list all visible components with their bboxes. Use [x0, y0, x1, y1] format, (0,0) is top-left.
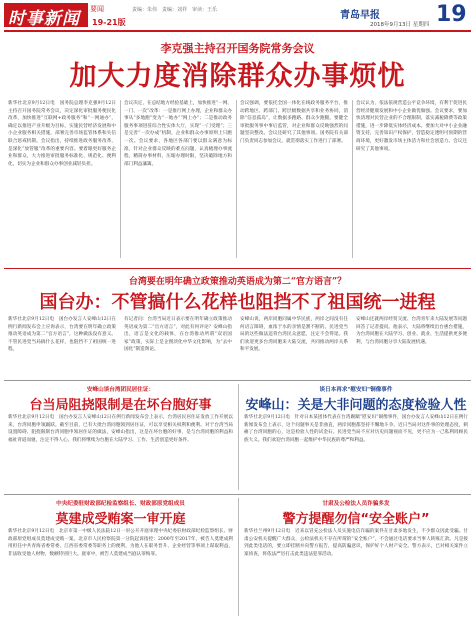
section-rule [4, 380, 471, 381]
right-sub-headline: 安峰山：关是大非问题的态度检验人性 [245, 398, 467, 413]
newspaper-logo: 青岛早报 [340, 10, 380, 21]
second-column-3: 安峰山说，两岸同胞同属中华民族，两岸之间没有任何语言障碍，血浓于水的亲情是割不断的。民进党当局的这些做法违背台湾民众意愿，注定不会得逞。我们欢迎更多台湾同胞来大陆交流，共同推动两岸关系和平发展。 [240, 317, 348, 353]
column-divider [238, 498, 239, 616]
section-logo: 时事新闻 [8, 9, 80, 29]
left-sub-kicker: 安峰山谈台湾团民居住证： [86, 387, 155, 393]
masthead [0, 0, 475, 30]
column-divider [236, 100, 237, 258]
second-column-4: 安峰山还就两岸经贸交流、台湾青年来大陆发展等问题回答了记者提问。他表示，大陆将继续出台惠台措施，为台湾同胞在大陆学习、创业、就业、生活提供更多便利，与台湾同胞分享大陆发展机遇。 [356, 317, 467, 345]
left-sub-text: 新华社北京9月12日电 国台办发言人安峰山12日在例行新闻发布会上表示，台湾居民居住证发放工作开展以来，台湾同胞申领踊跃。截至目前，已有大批台湾同胞领到居住证，可以享受相关权利和便利。对于台湾当局设置障碍、阻挠限制台湾同胞申领居住证的做法，安峰山指出，这是在坏台胞的好事，是与台湾同胞的利益和福祉背道而驰，注定不得人心。我们将继续为台胞在大陆学习、工作、生活创造更好条件。 [8, 415, 233, 443]
section-rule [4, 268, 471, 269]
column-divider [120, 100, 121, 258]
second-kicker: 台湾要在明年确立政策推动英语成为第二“官方语言”？ [128, 277, 347, 287]
masthead-rule [4, 30, 471, 32]
issue-date: 2018年9月13日 星期四 [370, 22, 430, 28]
bottom-right-text: 新华社兰州9月12日电 近来以冒充公检法人员实施电信诈骗的案件在甘肃多地发生，不少群众因此受骗。甘肃公安机关提醒广大群众，公检法机关不存在所谓的“安全账户”，不会通过电话要求当事人转账汇款。凡是接到此类电话的，要立即挂断并向警方报告，提高防骗意识，保护好个人财产安全。警方表示，已对相关案件立案侦查，将依法严厉打击此类违法犯罪活动。 [244, 529, 468, 557]
column-divider [352, 100, 353, 258]
section-rule [4, 494, 471, 495]
lead-headline: 加大力度消除群众办事烦忧 [69, 61, 406, 92]
lead-column-3: 会议强调，要依托全国一体化在线政务服务平台，推动跨地区、跨部门、跨层级数据共享和业务协同，消除“信息孤岛”，让数据多跑路、群众少跑腿。要健全审批服务事中事后监管，对企业和群众反映强烈的问题坚决整改。会议还研究了其他事项。国务院有关部门负责同志参加会议，就贯彻落实工作进行了部署。 [240, 101, 348, 144]
right-sub-kicker: 谈日本再求"慰安妇"铜像事件 [319, 387, 393, 393]
bottom-right-headline: 警方提醒勿信“安全账户” [282, 512, 430, 527]
lead-column-2: 会议决定，在总结地方经验基础上，加快推进“一网、一门、一次”改革：一是推行网上办理，企业和群众办事从“多地跑”变为“一地办”“网上办”；二是推动政务服务事项进驻综合性实体大厅，实现“一门受理”；三是完善“一次办成”机制，企业和群众办事原则上只跑一次。会议要求，各地区各部门要以群众满意为标准，针对企业群众反映的难点问题，认真梳理办事流程，精简办事材料，压缩办理时限，坚决破除地方和部门利益藩篱。 [124, 101, 232, 167]
left-sub-headline: 台当局阻挠限制是在坏台胞好事 [29, 398, 212, 413]
second-column-2: 有记者问：台湾当局近日表示要在明年确立政策推动英语成为第二“官方语言”，对此有何评论？安峰山指出，语言是文化的载体，在台湾推动所谓“双语国家”政策，实际上是企图淡化中华文化影响，为“去中国化”制造舆论。 [124, 317, 232, 353]
second-column-1: 新华社北京9月12日电 国台办发言人安峰山12日在例行新闻发布会上应询表示，台湾要在明年确立政策推动英语成为第二“官方语言”，这种做法没有意义。不管民进党当局搞什么花样，也阻挡不了祖国统一进程。 [8, 317, 116, 353]
section-tag: 要闻 [90, 5, 104, 13]
lead-kicker: 李克强主持召开国务院常务会议 [160, 42, 315, 55]
bottom-left-kicker: 中央纪委驻财政部纪检监察组长、财政部原党组成员 [56, 501, 185, 507]
second-headline: 国台办：不管搞什么花样也阻挡不了祖国统一进程 [39, 292, 436, 313]
bottom-right-kicker: 甘肃及公检法人员诈骗多发 [322, 501, 390, 507]
lead-column-1: 新华社北京9月12日电 国务院总理李克强9月12日主持召开国务院常务会议，决定深化审批服务便民化改革，加快推进“互联网+政务服务”和“一网通办”，确定以推进产业升级为目标，实施民营经济发展和中小企业服务相关措施，部署完善市场监管体系和失信联合惩戒机制。会议指出，持续推进政务服务改革，是深化“放管服”改革的重要内容。要着眼更好服务企业和群众，大力推进审批服务标准化、规范化、便利化，切实为企业和群众办事创业减轻负担。 [8, 101, 116, 167]
editors-line: 责编：朱伟 责编：刘祥 审读：王乐 [132, 7, 218, 13]
bottom-left-text: 新华社北京9月12日电 北京市第一中级人民法院12日一审公开开庭审理中央纪委驻财政部纪检监察组长、财政部原党组成员莫建成受贿一案。北京市人民检察院第一分院起诉指控：2000年至2017年，被告人莫建成利用担任中共青海省委常委、江西省委常委等职务上的便利，为他人在职务晋升、企业经营等事项上谋取利益，非法收受他人财物，数额特别巨大。庭审中，被告人莫建成当庭认罪悔罪。 [8, 529, 233, 557]
column-divider [238, 384, 239, 490]
right-sub-text: 新华社北京9月12日电 针对日本某团体代表在台湾踢踹“慰安妇”铜像事件，国台办发言人安峰山12日在例行新闻发布会上表示，这个问题事关是非曲直，两岸同胞都坚持不懈地斗争。近日当局对这件事的处理态度，刺痛了台湾同胞的心，这是检验人性的试金石。民进党当局不应对历史问题视而不见，更不应为一己私利罔顾民族大义。我们欢迎台湾同胞一起维护中华民族的尊严和利益。 [244, 415, 468, 443]
edition-label: 19-21版 [92, 18, 126, 27]
page-number: 19 [436, 2, 467, 27]
lead-column-4: 会议认为，依法依规营造公平竞争环境，有利于促进民营经济健康发展和中小企业做优做强。会议要求，要加快清理对民营企业的不合理限制，落实减税降费等政策措施，进一步降低实体经济成本。要加大对中小企业融资支持，完善知识产权保护，营造稳定透明可预期的营商环境，更好激发市场主体活力和社会创造力。会议还研究了其他事项。 [356, 101, 467, 152]
bottom-left-headline: 莫建成受贿案一审开庭 [55, 512, 186, 527]
